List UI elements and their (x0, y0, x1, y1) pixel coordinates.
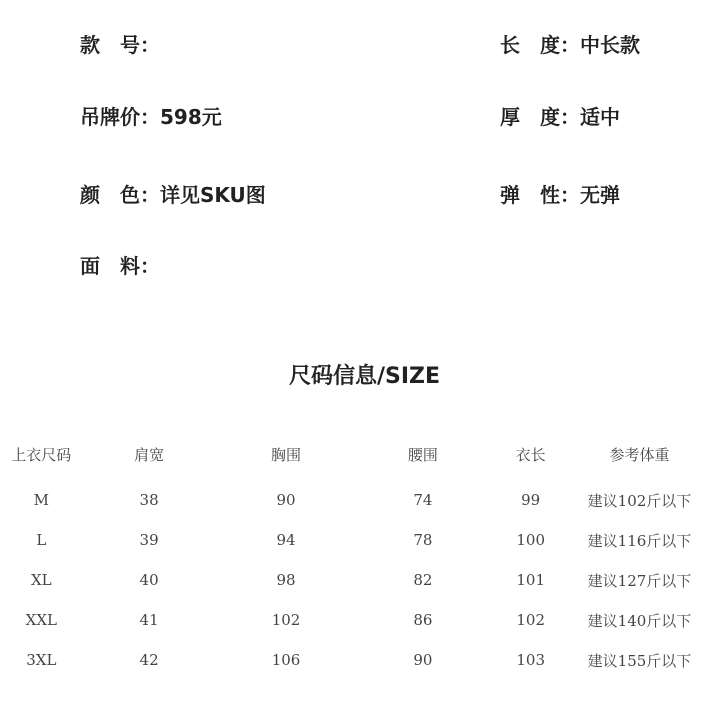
header-length: 衣长 (515, 445, 546, 464)
style-number-field: 款 号： (80, 33, 160, 57)
cell-waist: 90 (413, 651, 433, 669)
cell-weight: 建议116斤以下 (587, 531, 692, 550)
cell-waist: 78 (413, 531, 433, 549)
cell-weight: 建议102斤以下 (587, 491, 692, 510)
header-chest: 胸围 (271, 445, 302, 464)
color-field: 颜 色：详见SKU图 (80, 183, 266, 207)
table-row (2, 640, 709, 680)
cell-waist: 82 (413, 571, 433, 589)
cell-chest: 94 (276, 531, 296, 549)
cell-chest: 98 (276, 571, 296, 589)
price-field: 吊牌价：598元 (80, 105, 222, 129)
cell-length: 101 (516, 571, 545, 589)
table-row (2, 560, 709, 600)
cell-chest: 106 (271, 651, 301, 669)
cell-size: M (33, 491, 49, 509)
cell-size: L (36, 531, 47, 549)
cell-shoulder: 40 (139, 571, 159, 589)
cell-shoulder: 41 (139, 611, 159, 629)
product-info-section (0, 0, 709, 300)
cell-weight: 建议140斤以下 (587, 611, 692, 630)
cell-size: XL (30, 571, 52, 589)
cell-shoulder: 38 (139, 491, 159, 509)
cell-chest: 102 (271, 611, 301, 629)
cell-size: XXL (25, 611, 57, 629)
cell-length: 100 (516, 531, 545, 549)
length-field: 长 度：中长款 (500, 33, 640, 57)
cell-length: 99 (521, 491, 541, 509)
cell-length: 103 (516, 651, 545, 669)
cell-weight: 建议155斤以下 (587, 651, 692, 670)
size-info-title: 尺码信息/SIZE (288, 364, 441, 389)
table-row (2, 520, 709, 560)
header-shoulder: 肩宽 (134, 445, 165, 464)
header-waist: 腰围 (407, 445, 438, 464)
size-table (2, 430, 709, 680)
cell-weight: 建议127斤以下 (587, 571, 692, 590)
cell-chest: 90 (276, 491, 296, 509)
cell-waist: 74 (413, 491, 433, 509)
header-weight: 参考体重 (609, 445, 670, 464)
thickness-field: 厚 度：适中 (500, 105, 620, 129)
table-row (2, 600, 709, 640)
cell-size: 3XL (26, 651, 57, 669)
table-row (2, 480, 709, 520)
cell-shoulder: 39 (139, 531, 159, 549)
cell-length: 102 (516, 611, 545, 629)
cell-shoulder: 42 (139, 651, 159, 669)
header-top-size: 上衣尺码 (11, 445, 72, 464)
cell-waist: 86 (413, 611, 433, 629)
size-table-header-row (2, 430, 709, 480)
fabric-field: 面 料： (80, 254, 160, 278)
elasticity-field: 弹 性：无弹 (500, 183, 620, 207)
